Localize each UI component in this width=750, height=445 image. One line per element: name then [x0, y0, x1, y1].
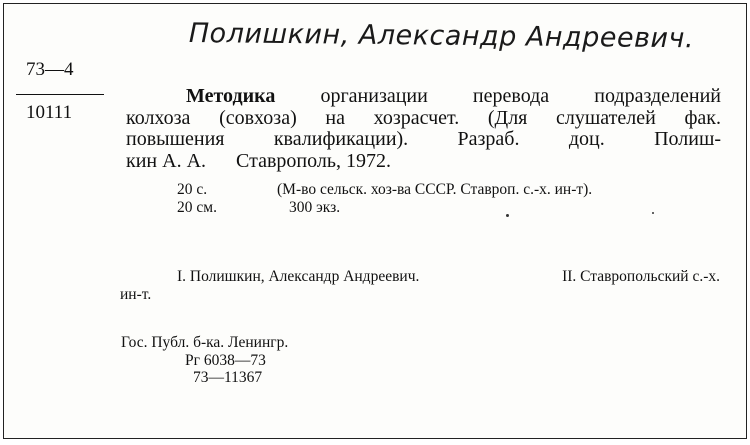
description-line-4: кин А. А. Ставрополь, 1972.: [126, 149, 391, 172]
work-title: Методика: [186, 85, 276, 107]
catalog-card: [3, 3, 747, 439]
bibliographic-description: [126, 86, 721, 172]
description-line-2: колхоза (совхоза) на хозрасчет. (Для слушателей фак.: [126, 106, 721, 129]
registry-number: Рг 6038—73: [185, 351, 266, 369]
physical-description: [177, 181, 592, 217]
tracing-author: I. Полишкин, Александр Андреевич.: [177, 268, 420, 285]
call-number-divider: [16, 94, 104, 95]
tracings: [120, 268, 720, 304]
tracing-institution-cont: ин-т.: [120, 286, 152, 303]
description-line-3: повышения квалификации). Разраб. доц. Полиш-: [126, 128, 721, 150]
page-count: 20 с.: [177, 181, 208, 198]
call-number-bottom: 10111: [26, 102, 73, 123]
ink-speck: [506, 214, 509, 217]
print-run: 300 экз.: [289, 199, 341, 216]
accession-number: 73—11367: [193, 369, 263, 386]
library-stamp: [121, 334, 288, 387]
tracing-institution: II. Ставропольский с.-х.: [562, 268, 720, 285]
ink-speck: [652, 212, 654, 214]
handwritten-author-heading: Полишкин, Александр Андреевич.: [188, 18, 695, 55]
book-size: 20 см.: [177, 199, 217, 216]
publisher-note: (М-во сельск. хоз-ва СССР. Ставроп. с.-х. ин-т).: [277, 181, 593, 198]
description-line-1: Методика организации перевода подразделений: [186, 85, 722, 107]
library-name: Гос. Публ. б-ка. Ленингр.: [121, 334, 289, 351]
call-number-top: 73—4: [26, 59, 74, 80]
